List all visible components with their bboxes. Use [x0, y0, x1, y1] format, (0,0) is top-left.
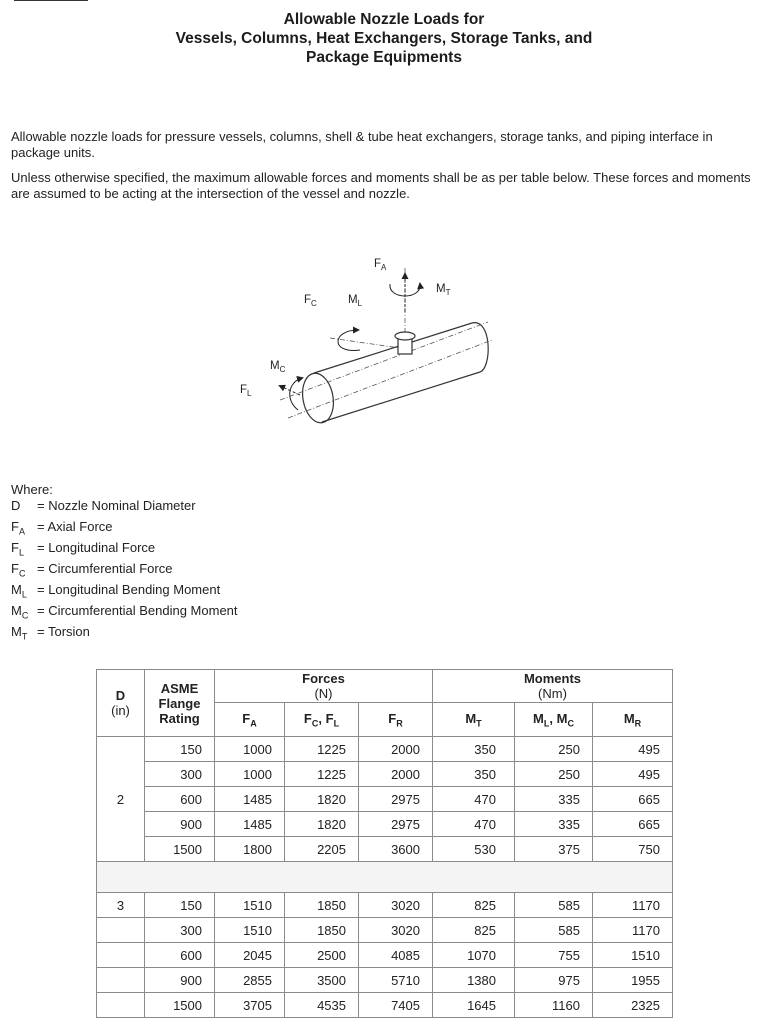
col-mr: $M_R$: [593, 703, 673, 737]
table-cell: 900: [145, 812, 215, 837]
legend-description: = Axial Force: [37, 519, 113, 535]
legend-description: = Torsion: [37, 623, 90, 639]
table-cell: 2205: [285, 837, 359, 862]
table-cell: 1225: [285, 737, 359, 762]
table-cell: 2325: [593, 993, 673, 1018]
legend-description: = Circumferential Force: [37, 560, 173, 576]
table-cell: 585: [515, 918, 593, 943]
table-row: [97, 812, 673, 837]
table-cell: 2975: [359, 812, 433, 837]
table-cell: 350: [433, 737, 515, 762]
col-fa: $F_A$: [215, 703, 285, 737]
table-cell: 335: [515, 812, 593, 837]
table-cell: 600: [145, 943, 215, 968]
table-row: [97, 993, 673, 1018]
table-cell: 2975: [359, 787, 433, 812]
table-cell: 350: [433, 762, 515, 787]
intro-paragraph-1: Allowable nozzle loads for pressure vessels, columns, shell & tube heat exchangers, storage tanks, and piping interface in package units.: [11, 129, 713, 160]
table-cell: 250: [515, 762, 593, 787]
table-cell: 1955: [593, 968, 673, 993]
table-cell: 1510: [215, 893, 285, 918]
table-cell: 665: [593, 812, 673, 837]
legend-item: [11, 603, 238, 624]
cell-diameter: [97, 993, 145, 1018]
legend-item: [11, 519, 238, 540]
table-cell: 1850: [285, 918, 359, 943]
group-separator: [97, 862, 673, 893]
nozzle-load-diagram: [230, 250, 520, 435]
table-row: [97, 837, 673, 862]
header-flange-rating: ASME Flange Rating: [145, 670, 215, 737]
table-cell: 600: [145, 787, 215, 812]
legend-symbol: $M_L$: [11, 581, 27, 600]
table-cell: 1000: [215, 762, 285, 787]
table-cell: 150: [145, 737, 215, 762]
col-fc-fl: $F_C$, $F_L$: [285, 703, 359, 737]
label-mt: $M_T$: [436, 283, 451, 297]
legend-item: [11, 540, 238, 561]
table-cell: 3500: [285, 968, 359, 993]
page-title: [0, 10, 768, 67]
table-cell: 755: [515, 943, 593, 968]
table-cell: 1850: [285, 893, 359, 918]
ml-arrow: [338, 330, 360, 350]
table-cell: 1000: [215, 737, 285, 762]
table-cell: 530: [433, 837, 515, 862]
table-cell: 1800: [215, 837, 285, 862]
table-cell: 470: [433, 812, 515, 837]
table-cell: 585: [515, 893, 593, 918]
table-cell: 3020: [359, 893, 433, 918]
header-forces: Forces (N): [215, 670, 433, 703]
table-cell: 1160: [515, 993, 593, 1018]
cell-diameter: [97, 968, 145, 993]
table-cell: 1645: [433, 993, 515, 1018]
mc-arrow: [290, 378, 302, 410]
cell-diameter: [97, 943, 145, 968]
legend-symbol: $F_A$: [11, 519, 25, 537]
table-cell: 1500: [145, 837, 215, 862]
table-cell: 1485: [215, 812, 285, 837]
label-fc: $F_C$: [304, 294, 317, 308]
table-cell: 1170: [593, 918, 673, 943]
cell-diameter: 2: [97, 737, 145, 862]
table-cell: 1170: [593, 893, 673, 918]
legend-item: [11, 561, 238, 582]
cell-diameter: [97, 918, 145, 943]
legend-symbol: $F_C$: [11, 560, 26, 579]
table-cell: 2000: [359, 737, 433, 762]
table-cell: 1070: [433, 943, 515, 968]
table-cell: 1485: [215, 787, 285, 812]
table-cell: 4085: [359, 943, 433, 968]
header-moments: Moments (Nm): [433, 670, 673, 703]
table-cell: 3020: [359, 918, 433, 943]
table-cell: 1510: [593, 943, 673, 968]
legend-heading: Where:: [11, 482, 53, 497]
table-cell: 1500: [145, 993, 215, 1018]
center-lines: [280, 268, 492, 418]
table-cell: 2045: [215, 943, 285, 968]
table-cell: 495: [593, 762, 673, 787]
table-cell: 975: [515, 968, 593, 993]
table-cell: 250: [515, 737, 593, 762]
table-cell: 1225: [285, 762, 359, 787]
col-ml-mc: $M_L$, $M_C$: [515, 703, 593, 737]
vessel-cylinder: [299, 323, 488, 426]
cell-diameter: 3: [97, 893, 145, 918]
table-cell: 825: [433, 893, 515, 918]
table-cell: 150: [145, 893, 215, 918]
legend-symbol: $F_L$: [11, 540, 24, 558]
table-cell: 3705: [215, 993, 285, 1018]
table-row: [97, 943, 673, 968]
table-row: [97, 918, 673, 943]
legend-description: = Nozzle Nominal Diameter: [37, 498, 196, 514]
legend-description: = Longitudinal Force: [37, 540, 156, 556]
legend-item: [11, 624, 238, 645]
table-cell: 300: [145, 918, 215, 943]
label-fl: $F_L$: [240, 384, 252, 398]
legend-symbol: D: [11, 498, 21, 514]
table-cell: 665: [593, 787, 673, 812]
table-cell: 375: [515, 837, 593, 862]
title-line-2: Vessels, Columns, Heat Exchangers, Storage Tanks, and: [175, 30, 593, 47]
table-row: [97, 787, 673, 812]
separator-cell: [97, 862, 673, 893]
legend-description: = Longitudinal Bending Moment: [37, 581, 221, 597]
table-cell: 3600: [359, 837, 433, 862]
table-cell: 335: [515, 787, 593, 812]
legend-description: = Circumferential Bending Moment: [37, 602, 238, 618]
table-cell: 2000: [359, 762, 433, 787]
table-cell: 1380: [433, 968, 515, 993]
table-row: [97, 762, 673, 787]
legend-item: [11, 498, 238, 519]
nozzle: [395, 332, 415, 354]
table-cell: 900: [145, 968, 215, 993]
col-fr: $F_R$: [359, 703, 433, 737]
table-cell: 300: [145, 762, 215, 787]
title-line-1: Allowable Nozzle Loads for: [283, 11, 485, 28]
legend-item: [11, 582, 238, 603]
legend: [11, 482, 238, 645]
top-rule: [14, 0, 88, 1]
table-cell: 5710: [359, 968, 433, 993]
table-cell: 7405: [359, 993, 433, 1018]
header-diameter: D (in): [97, 670, 145, 737]
legend-symbol: $M_C$: [11, 602, 29, 621]
title-line-3: Package Equipments: [306, 49, 462, 66]
legend-symbol: $M_T$: [11, 623, 28, 642]
table-row: [97, 737, 673, 762]
table-row: [97, 893, 673, 918]
table-cell: 1510: [215, 918, 285, 943]
col-mt: $M_T$: [433, 703, 515, 737]
label-mc: $M_C$: [270, 360, 286, 374]
label-fa: $F_A$: [374, 258, 387, 272]
table-cell: 495: [593, 737, 673, 762]
label-ml: $M_L$: [348, 294, 363, 308]
table-cell: 1820: [285, 787, 359, 812]
table-cell: 2500: [285, 943, 359, 968]
table-cell: 825: [433, 918, 515, 943]
table-row: [97, 968, 673, 993]
table-cell: 470: [433, 787, 515, 812]
table-cell: 2855: [215, 968, 285, 993]
table-cell: 750: [593, 837, 673, 862]
table-cell: 1820: [285, 812, 359, 837]
nozzle-load-table: [96, 669, 673, 1018]
intro-paragraph-2: Unless otherwise specified, the maximum allowable forces and moments shall be as per table below. These forces and moments are assumed to be acting at the intersection of the vessel and nozzle.: [11, 170, 751, 201]
table-cell: 4535: [285, 993, 359, 1018]
